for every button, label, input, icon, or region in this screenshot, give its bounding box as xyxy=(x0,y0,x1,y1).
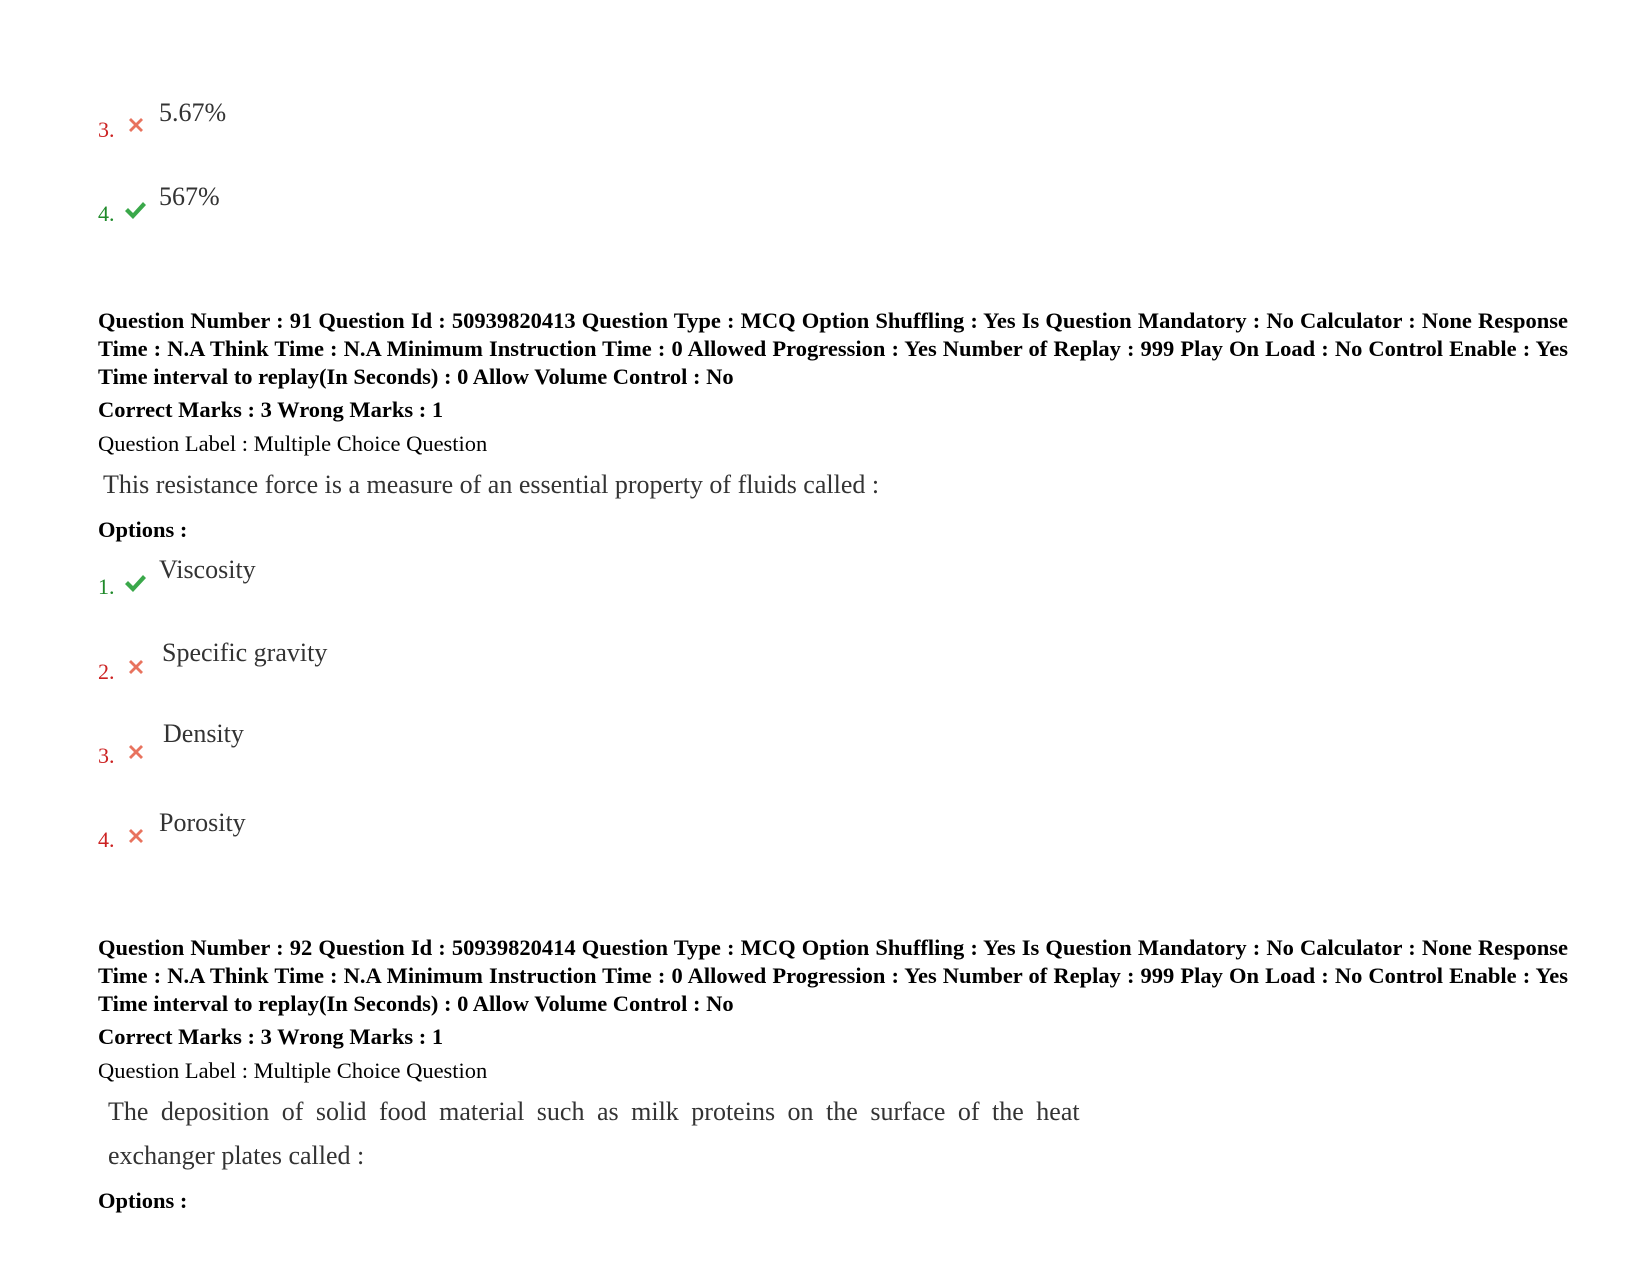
option-number: 4. xyxy=(98,201,115,226)
cross-icon xyxy=(124,655,148,679)
option-number: 3. xyxy=(98,743,115,768)
check-icon xyxy=(123,571,147,595)
option-text: Density xyxy=(163,719,244,748)
option-number: 3. xyxy=(98,117,115,142)
options-heading: Options : xyxy=(98,517,188,542)
option-text: 5.67% xyxy=(159,98,227,127)
check-icon xyxy=(123,198,147,222)
question-meta: Question Number : 91 Question Id : 50939820413 Question Type : MCQ Option Shuffling : Yes Is Question Mandatory : No Calculator : None Response Time : N.A Think Time : N.A Minimum Instruction Time : 0 Allowed Progression : Yes Number of Replay : 999 Play On Load : No Control Enable : Yes Time interval to replay(In Seconds) : 0 Allow Volume Control : No xyxy=(98,308,1568,389)
option-text: Specific gravity xyxy=(162,638,328,667)
question-marks: Correct Marks : 3 Wrong Marks : 1 xyxy=(98,1024,444,1049)
option-number: 1. xyxy=(98,574,115,599)
options-heading: Options : xyxy=(98,1188,188,1213)
question-label: Question Label : Multiple Choice Question xyxy=(98,431,488,456)
question-text: This resistance force is a measure of an essential property of fluids called : xyxy=(103,470,880,499)
question-text-line-2: exchanger plates called : xyxy=(108,1141,365,1170)
question-label: Question Label : Multiple Choice Question xyxy=(98,1058,488,1083)
question-text-line-1: The deposition of solid food material such as milk proteins on the surface of the heat xyxy=(108,1097,1080,1126)
cross-icon xyxy=(124,740,148,764)
cross-icon xyxy=(124,113,148,137)
option-number: 4. xyxy=(98,827,115,852)
question-meta: Question Number : 92 Question Id : 50939820414 Question Type : MCQ Option Shuffling : Yes Is Question Mandatory : No Calculator : None Response Time : N.A Think Time : N.A Minimum Instruction Time : 0 Allowed Progression : Yes Number of Replay : 999 Play On Load : No Control Enable : Yes Time interval to replay(In Seconds) : 0 Allow Volume Control : No xyxy=(98,935,1568,1016)
question-marks: Correct Marks : 3 Wrong Marks : 1 xyxy=(98,397,444,422)
option-text: Viscosity xyxy=(159,555,256,584)
option-number: 2. xyxy=(98,659,115,684)
cross-icon xyxy=(124,824,148,848)
option-text: 567% xyxy=(159,182,220,211)
option-text: Porosity xyxy=(159,808,246,837)
